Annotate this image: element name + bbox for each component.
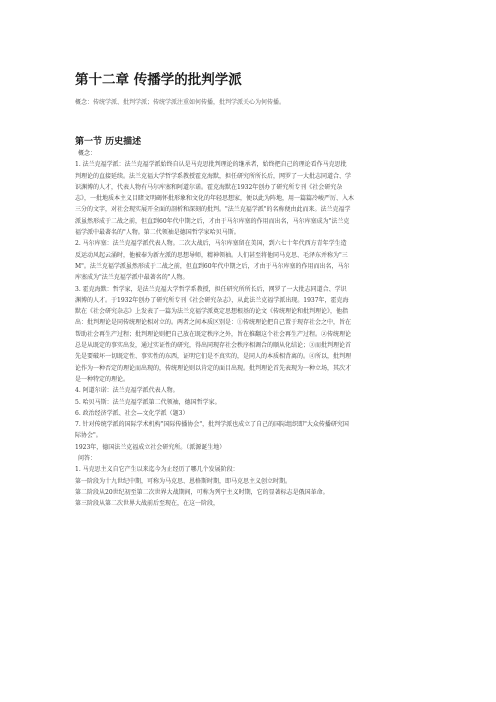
text-line: 7. 针对传统学派的国际学术机构"国际传播协会"，批判学派也成立了自己的国际组织即"大众传播研究国 xyxy=(75,421,349,429)
text-line: 4. 阿道尔诺：法兰克福学派代表人物。 xyxy=(75,387,179,395)
text-line: 派虽然形成于二战之前，但直到60年代中期之后，才由于马尔库塞的作用而出名，马尔库塞成为"法兰克 xyxy=(75,217,350,225)
text-line: 5. 哈贝马斯：法兰克福学派第二代领袖，德国哲学家。 xyxy=(75,398,221,406)
text-line: 默在《社会研究杂志》上发表了一篇为法兰克福学派奠定思想根基的论文《传统理论和批判理论》，他指 xyxy=(75,308,349,316)
text-line: 际协会"。 xyxy=(75,432,102,440)
text-line: 问答： xyxy=(78,455,97,463)
section-title: 第一节 历史描述 xyxy=(75,137,142,147)
text-line: 1923年，德国法兰克福成立社会研究所。（派源诞生地） xyxy=(75,443,226,451)
text-line: 反运动风起云涌时，他被奉为新左派的思想导师，精神领袖。人们甚至将他同马克思、毛泽东并称为"三 xyxy=(75,251,348,259)
text-line: 第一阶段为十九世纪中期，可称为马克思、恩格斯时期，即马克思主义创立时期。 xyxy=(75,477,292,485)
text-line: 2. 马尔库塞：法兰克福学派代表人物。二次大战后，马尔库塞留在美国，到六七十年代西方青年学生造 xyxy=(75,240,347,248)
text-line: 是一种特定的理论。 xyxy=(75,375,130,383)
chapter-title: 第十二章 传播学的批判学派 xyxy=(75,72,242,88)
text-line: 总是从既定的事实出发，通过实证性的研究，得出同现存社会秩序相调合的顺从化结论；③而批判理论首 xyxy=(75,342,352,350)
text-line: 概念： xyxy=(78,150,97,157)
text-line: 第三阶段从第二次世界大战前后至现在，在这一阶段， xyxy=(75,500,220,508)
text-line: 识渊博的人才，代表人物有马尔库塞和阿道尔诺。霍克海默在1932年创办了研究所专刊《社会研究杂 xyxy=(75,183,343,191)
text-line: 论作为一种否定的理论而出现的，传统理论则以肯定的面目出现。批判理论首先表现为一种立场，其次才 xyxy=(75,364,352,372)
text-line: 志》，一批地质本主义目睹文明碣怀批形象和文化的年轻思想家，便以此为阵地，用一篇篇冷峻严厉、入木 xyxy=(75,195,355,203)
text-line: 三分的文字，对社会现实展开全面的剖析和深刻的批判。"法兰克福学派"的名称便由此而来。法兰克福学 xyxy=(75,206,351,214)
text-line: 第二阶段从20世纪初至第二次世界大战期间，可称为列宁主义时期，它的显著标志是俄国革命。 xyxy=(75,488,329,496)
text-line: 6. 政治经济学派、社会—文化学派（题3） xyxy=(75,409,189,417)
text-line: 帮助社会再生产过程；批判理论则把自己放在既定秩序之外，旨在推翻这个社会再生产过程。②传统理论 xyxy=(75,330,352,338)
text-line: 出：批判理论是同传统理论相对立的。两者之间本质区别是：①传统理论把自己置于现存社会之中，旨在 xyxy=(75,319,352,327)
text-line: 先是要破坏一切既定性、事实性的东西，证明它们是不真实的，是同人的本质相背离的。④所以，批判理 xyxy=(75,353,352,361)
text-line: 判理论的直接延续。法兰克福大学哲学系教授霍克海默，担任研究所所长后，网罗了一大批志同道合、学 xyxy=(75,172,352,180)
text-line: 福学派中最著名的"人物。第二代领袖是德国哲学家哈贝马斯。 xyxy=(75,229,240,237)
body-text xyxy=(75,148,423,510)
text-line: 库塞成为"法兰克福学派中最著名的"人物。 xyxy=(75,274,189,282)
text-line: M"。法兰克福学派虽然形成于二战之前，但直到60年代中期之后，才由于马尔库塞的作用而出名，马尔 xyxy=(75,262,350,270)
chapter-summary: 概念：传统学派、批判学派；传统学派注重如何传播，批判学派关心为何传播。 xyxy=(75,99,286,106)
text-line: 3. 霍克海默：哲学家，是法兰克福大学哲学系教授，担任研究所所长后，网罗了一大批志同道合、学识 xyxy=(75,285,347,293)
text-line: 1. 马克思主义自它产生以来迄今为止经历了哪几个发展阶段： xyxy=(75,466,239,474)
text-line: 1. 法兰克福学派：法兰克福学派始终自认是马克思批判理论的继承者，始终把自己的理论看作马克思批 xyxy=(75,161,347,169)
text-line: 渊博的人才。于1932年创办了研究所专刊《社会研究杂志》，从此法兰克福学派出现。1937年，霍克海 xyxy=(75,296,349,304)
